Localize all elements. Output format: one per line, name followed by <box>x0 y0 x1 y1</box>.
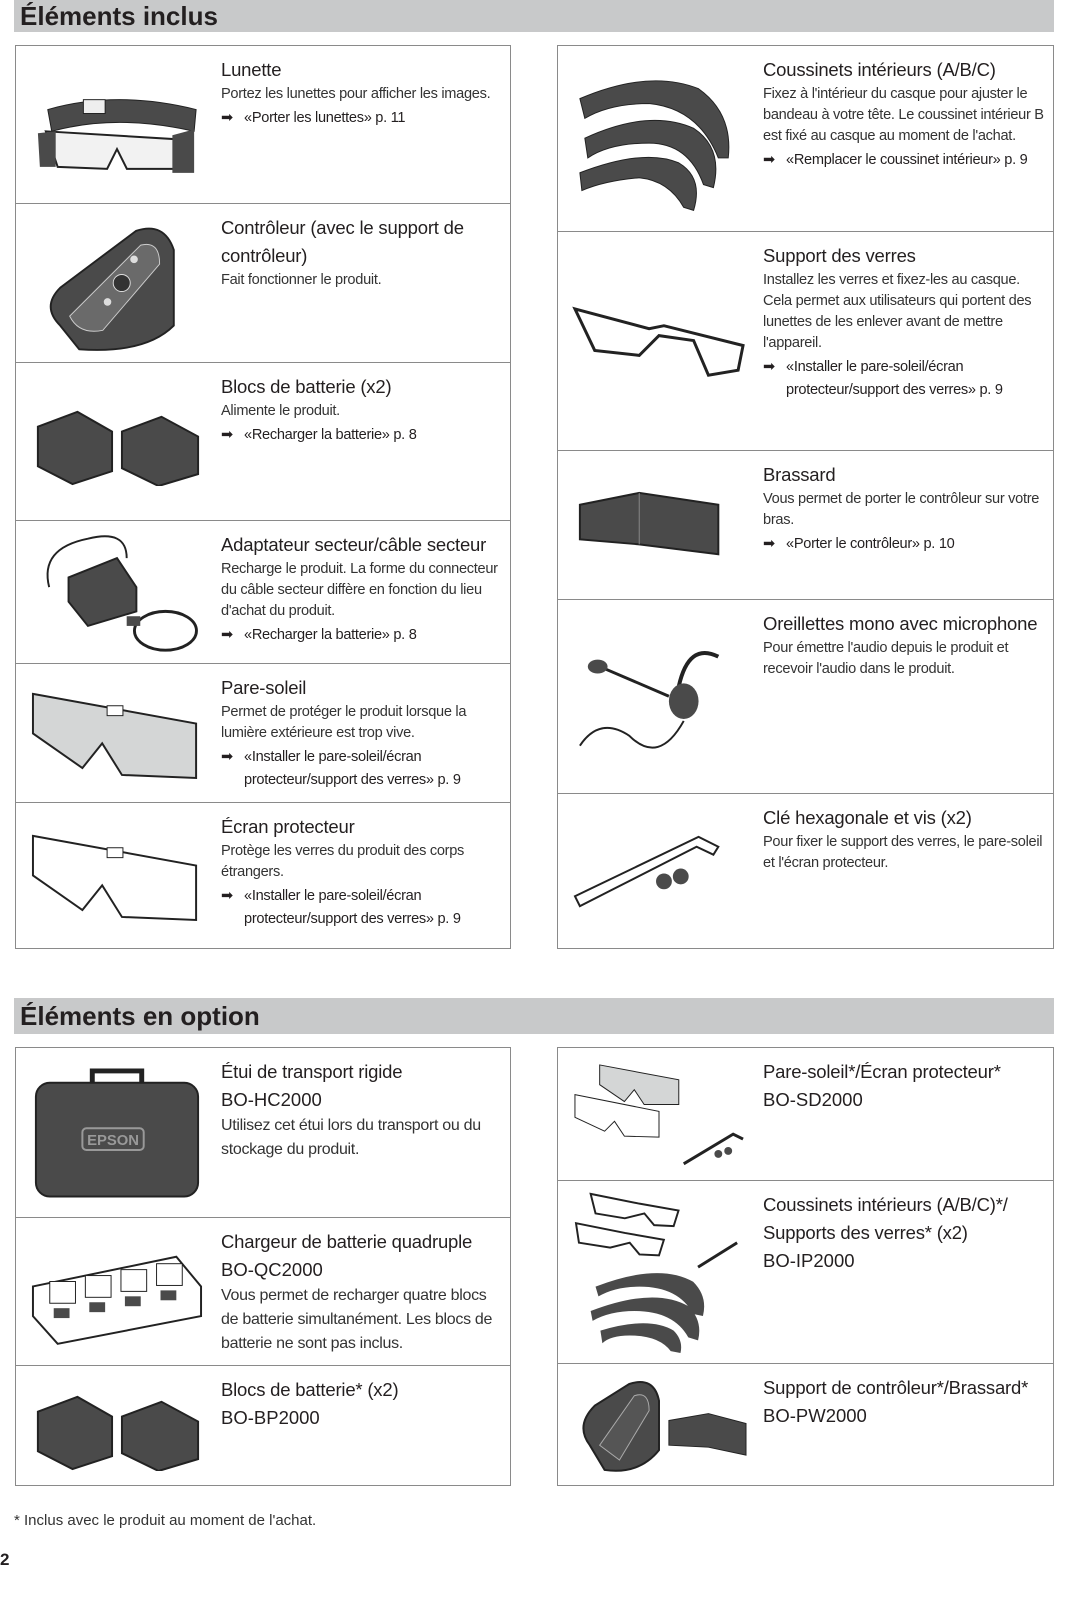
item-title: Lunette <box>221 59 282 80</box>
charger-icon <box>24 1226 210 1357</box>
controller-icon <box>24 212 210 354</box>
item-title: Chargeur de batterie quadruple <box>221 1231 473 1252</box>
item-text <box>221 56 502 130</box>
item-row <box>558 1048 1053 1181</box>
item-text <box>763 1191 1045 1275</box>
item-row <box>558 794 1053 949</box>
item-row <box>558 451 1053 600</box>
link-label: «Recharger la batterie» p. 8 <box>244 427 417 443</box>
item-description: Pour fixer le support des verres, le pare-soleil et l'écran protecteur. <box>763 834 1043 871</box>
padset-icon <box>566 1189 752 1355</box>
frame-icon <box>566 240 752 442</box>
item-text <box>763 242 1045 402</box>
included-right-column <box>557 45 1054 949</box>
item-description: Utilisez cet étui lors du transport ou du stockage du produit. <box>221 1117 481 1158</box>
arrow-right-icon: ➡ <box>221 627 233 643</box>
item-text <box>221 1228 502 1356</box>
item-description: Fait fonctionner le produit. <box>221 272 382 288</box>
item-row <box>16 664 510 803</box>
item-text <box>763 461 1045 556</box>
item-text <box>221 674 502 792</box>
svg-text:EPSON: EPSON <box>87 1133 140 1150</box>
optional-left-column <box>15 1047 511 1486</box>
item-description: Vous permet de recharger quatre blocs de batterie simultanément. Les blocs de batterie ne sont pas inclus. <box>221 1287 493 1352</box>
link-label: «Porter les lunettes» p. 11 <box>244 110 406 126</box>
item-row <box>558 1364 1053 1486</box>
item-text <box>763 1374 1045 1430</box>
adapter-icon <box>24 529 210 655</box>
battery-icon <box>24 371 210 512</box>
item-description: Fixez à l'intérieur du casque pour ajuster le bandeau à votre tête. Le coussinet intérieur B est fixé au casque au moment de l'achat. <box>763 86 1044 144</box>
item-description: Recharge le produit. La forme du connecteur du câble secteur diffère en fonction du lieu d'achat du produit. <box>221 561 498 619</box>
headset-icon <box>566 608 752 785</box>
pads-icon <box>566 54 752 223</box>
item-row <box>558 46 1053 232</box>
section-heading-included: Éléments inclus <box>14 0 1054 32</box>
item-title: Adaptateur secteur/câble secteur <box>221 534 487 555</box>
included-left-column <box>15 45 511 949</box>
case-icon <box>24 1056 210 1209</box>
item-title: Support des verres <box>763 245 916 266</box>
item-model-code: BO-IP2000 <box>763 1250 855 1271</box>
item-model-code: BO-PW2000 <box>763 1405 867 1426</box>
item-title: Pare-soleil*/Écran protecteur* <box>763 1061 1001 1082</box>
item-description: Vous permet de porter le contrôleur sur votre bras. <box>763 491 1040 528</box>
item-text <box>221 1058 502 1162</box>
link-label: «Remplacer le coussinet intérieur» p. 9 <box>786 152 1028 168</box>
item-row <box>558 600 1053 794</box>
item-text <box>221 1376 502 1432</box>
item-title: Contrôleur (avec le support de contrôleur) <box>221 217 464 266</box>
arrow-right-icon: ➡ <box>763 536 775 552</box>
page-number: 2 <box>0 1550 10 1569</box>
item-description: Protège les verres du produit des corps étrangers. <box>221 843 465 880</box>
arrow-right-icon: ➡ <box>221 888 233 904</box>
link-label: «Installer le pare-soleil/écran protecteur/support des verres» p. 9 <box>786 359 1003 398</box>
page-reference-link[interactable] <box>221 885 502 931</box>
page-reference-link[interactable] <box>221 107 502 130</box>
hexkey-icon <box>566 802 752 941</box>
item-text <box>763 610 1045 680</box>
item-description: Portez les lunettes pour afficher les images. <box>221 86 491 102</box>
item-title: Coussinets intérieurs (A/B/C) <box>763 59 996 80</box>
arrow-right-icon: ➡ <box>763 152 775 168</box>
shade-icon <box>24 672 210 794</box>
item-row <box>16 1048 510 1218</box>
page-reference-link[interactable] <box>221 746 502 792</box>
item-title: Support de contrôleur*/Brassard* <box>763 1377 1029 1398</box>
section-heading-optional: Éléments en option <box>14 998 1054 1034</box>
page-reference-link[interactable] <box>221 624 502 647</box>
item-row <box>16 1366 510 1486</box>
item-title: Blocs de batterie (x2) <box>221 376 392 397</box>
item-description: Permet de protéger le produit lorsque la lumière extérieure est trop vive. <box>221 704 467 741</box>
item-title: Brassard <box>763 464 836 485</box>
item-row <box>16 204 510 363</box>
item-title: Étui de transport rigide <box>221 1061 403 1082</box>
item-row <box>16 363 510 521</box>
optional-right-column <box>557 1047 1054 1486</box>
item-model-code: BO-QC2000 <box>221 1259 323 1280</box>
page-reference-link[interactable] <box>763 533 1045 556</box>
page-reference-link[interactable] <box>221 424 502 447</box>
link-label: «Porter le contrôleur» p. 10 <box>786 536 955 552</box>
item-row <box>16 1218 510 1366</box>
arrow-right-icon: ➡ <box>221 749 233 765</box>
item-title: Pare-soleil <box>221 677 307 698</box>
item-text <box>763 56 1045 172</box>
item-title: Oreillettes mono avec microphone <box>763 613 1038 634</box>
battery-icon <box>24 1374 210 1478</box>
item-text <box>221 813 502 931</box>
item-description: Alimente le produit. <box>221 403 340 419</box>
page-reference-link[interactable] <box>763 149 1045 172</box>
arrow-right-icon: ➡ <box>221 427 233 443</box>
item-row <box>558 232 1053 451</box>
item-model-code: BO-HC2000 <box>221 1089 322 1110</box>
item-title: Blocs de batterie* (x2) <box>221 1379 399 1400</box>
armband-icon <box>566 459 752 591</box>
shield-icon <box>24 811 210 940</box>
item-description: Pour émettre l'audio depuis le produit et recevoir l'audio dans le produit. <box>763 640 1009 677</box>
item-title: Écran protecteur <box>221 816 355 837</box>
item-text <box>221 531 502 647</box>
item-row <box>558 1181 1053 1364</box>
item-text <box>221 373 502 447</box>
item-text <box>763 804 1045 874</box>
page-reference-link[interactable] <box>763 356 1045 402</box>
link-label: «Recharger la batterie» p. 8 <box>244 627 417 643</box>
arrow-right-icon: ➡ <box>763 359 775 375</box>
item-row <box>16 46 510 204</box>
item-model-code: BO-SD2000 <box>763 1089 863 1110</box>
item-text <box>221 214 502 291</box>
glasses-icon <box>24 54 210 195</box>
link-label: «Installer le pare-soleil/écran protecteur/support des verres» p. 9 <box>244 888 461 927</box>
item-row <box>16 521 510 664</box>
item-row <box>16 803 510 948</box>
item-model-code: BO-BP2000 <box>221 1407 320 1428</box>
item-text <box>763 1058 1045 1114</box>
link-label: «Installer le pare-soleil/écran protecteur/support des verres» p. 9 <box>244 749 461 788</box>
arrow-right-icon: ➡ <box>221 110 233 126</box>
footnote: * Inclus avec le produit au moment de l'achat. <box>14 1512 317 1529</box>
item-title: Coussinets intérieurs (A/B/C)*/ Supports des verres* (x2) <box>763 1194 1008 1243</box>
shadeset-icon <box>566 1056 752 1172</box>
holder-icon <box>566 1372 752 1478</box>
item-description: Installez les verres et fixez-les au casque. Cela permet aux utilisateurs qui portent des lunettes de les enlever avant de mettre l'appareil. <box>763 272 1032 351</box>
item-title: Clé hexagonale et vis (x2) <box>763 807 972 828</box>
